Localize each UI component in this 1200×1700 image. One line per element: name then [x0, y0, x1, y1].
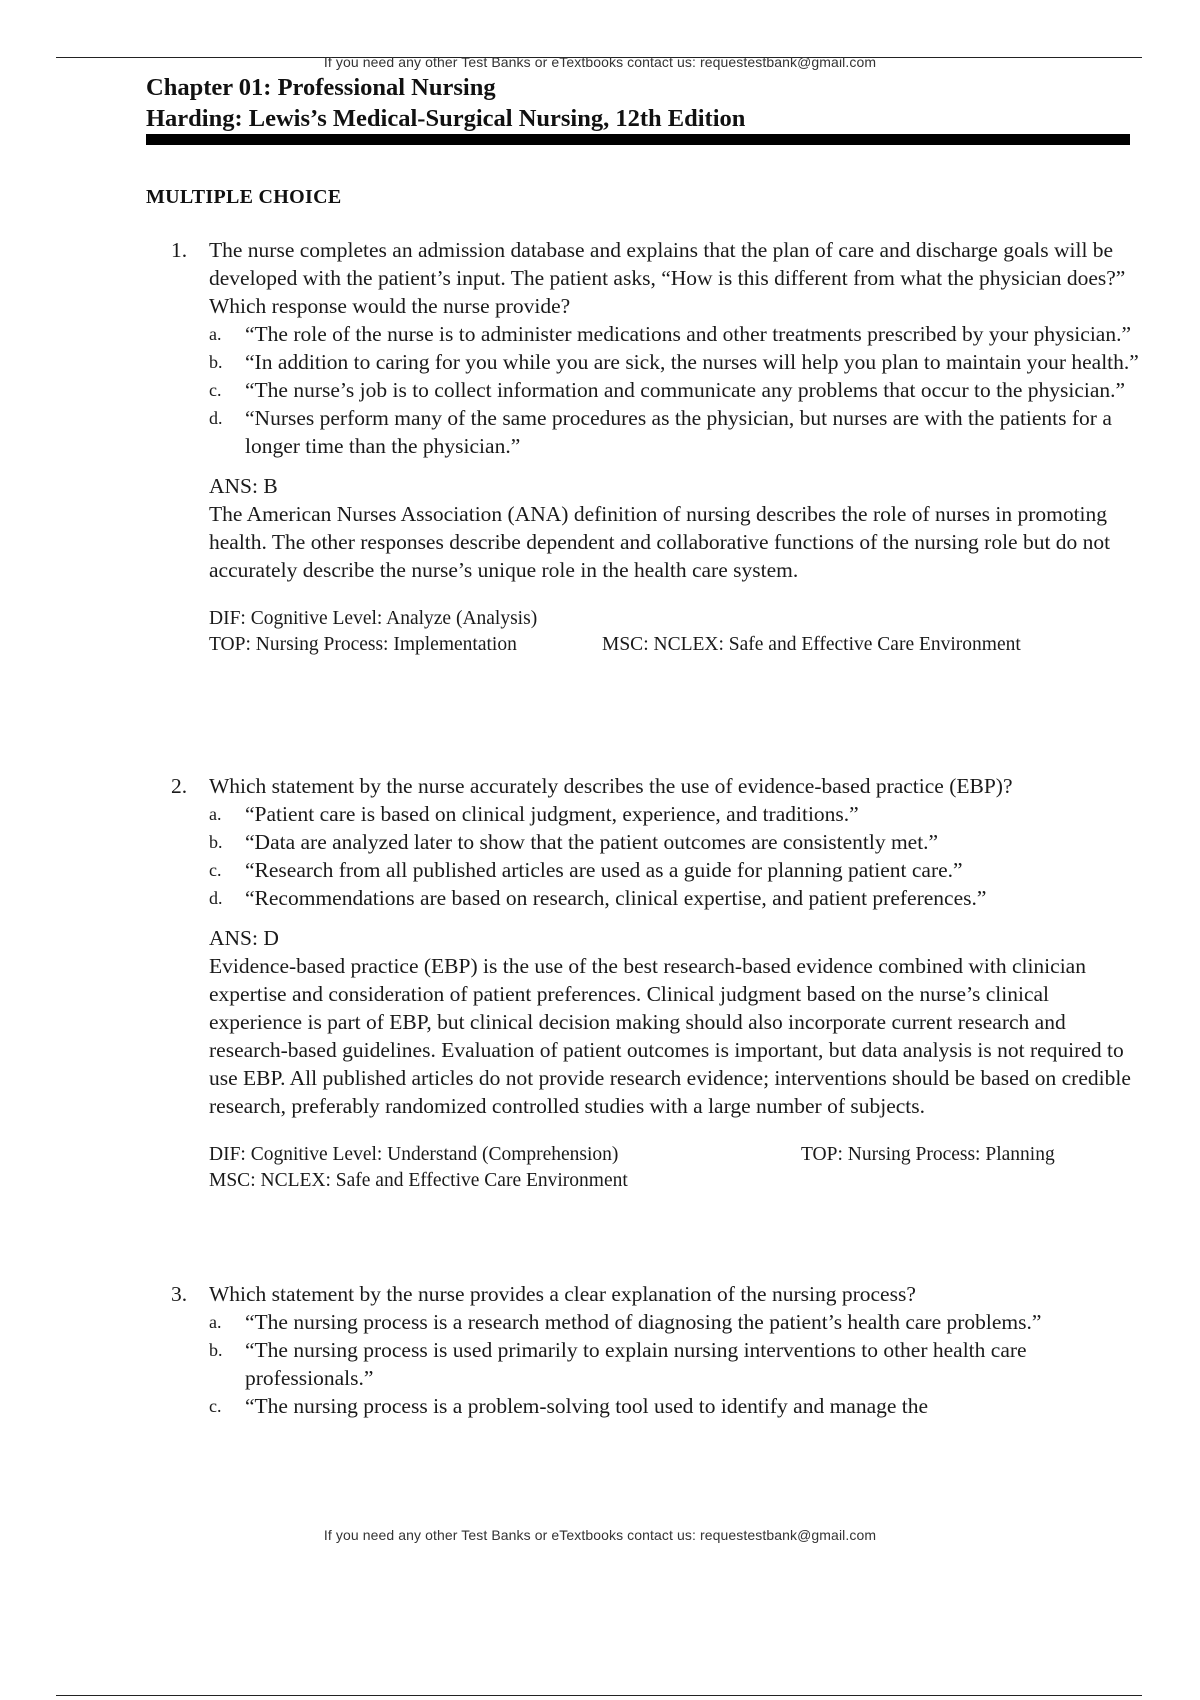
- book-title: Harding: Lewis’s Medical-Surgical Nursing, 12th Edition: [146, 105, 746, 132]
- question-text: Which statement by the nurse provides a clear explanation of the nursing process?: [209, 1282, 916, 1306]
- option-letter: d.: [209, 408, 223, 428]
- option-d: [146, 404, 1146, 460]
- answer-block: [146, 472, 1146, 584]
- question-stem: [146, 236, 1146, 320]
- header-rule: [146, 134, 1130, 145]
- option-letter: a.: [209, 324, 222, 344]
- section-heading: MULTIPLE CHOICE: [146, 186, 342, 208]
- difficulty-label: DIF: Cognitive Level: Understand (Comprehension): [209, 1144, 619, 1165]
- msc-label: MSC: NCLEX: Safe and Effective Care Environment: [209, 1170, 628, 1191]
- option-text: “The nursing process is a problem-solving tool used to identify and manage the: [245, 1394, 929, 1418]
- chapter-title: Chapter 01: Professional Nursing: [146, 74, 496, 101]
- option-text: “In addition to caring for you while you are sick, the nurses will help you plan to maintain your health.”: [245, 350, 1139, 374]
- option-text: “Patient care is based on clinical judgment, experience, and traditions.”: [245, 802, 859, 826]
- rationale: The American Nurses Association (ANA) definition of nursing describes the role of nurses in promoting health. The other responses describe dependent and collaborative functions of the nursing role but do not accurately describe the nurse’s unique role in the health care system.: [209, 502, 1111, 582]
- option-text: “The role of the nurse is to administer medications and other treatments prescribed by your physician.”: [245, 322, 1132, 346]
- question-2: [146, 772, 1146, 1194]
- question-text: Which statement by the nurse accurately describes the use of evidence-based practice (EBP)?: [209, 774, 1013, 798]
- option-a: [146, 320, 1146, 348]
- watermark-top: If you need any other Test Banks or eTextbooks contact us: requestestbank@gmail.com: [323, 55, 877, 70]
- bottom-rule: [56, 1695, 1142, 1696]
- option-text: “Research from all published articles are used as a guide for planning patient care.”: [245, 858, 963, 882]
- question-3: [146, 1280, 1146, 1420]
- msc-label: MSC: NCLEX: Safe and Effective Care Environment: [602, 634, 1021, 655]
- option-a: [146, 1308, 1146, 1336]
- option-letter: b.: [209, 832, 223, 852]
- option-c: [146, 376, 1146, 404]
- question-metadata: [146, 606, 1146, 658]
- option-list: [146, 800, 1146, 912]
- difficulty-label: DIF: Cognitive Level: Analyze (Analysis): [209, 608, 538, 629]
- question-metadata: [146, 1142, 1146, 1194]
- topic-label: TOP: Nursing Process: Implementation: [209, 634, 517, 655]
- option-letter: d.: [209, 888, 223, 908]
- option-letter: a.: [209, 804, 222, 824]
- question-1: [146, 236, 1146, 658]
- question-number: 3.: [171, 1282, 188, 1306]
- question-text: The nurse completes an admission database and explains that the plan of care and discharge goals will be developed with the patient’s input. The patient asks, “How is this different from what the physician does?” Which response would the nurse provide?: [209, 238, 1126, 318]
- topic-label: TOP: Nursing Process: Planning: [801, 1144, 1055, 1165]
- option-text: “The nursing process is a research method of diagnosing the patient’s health care problems.”: [245, 1310, 1042, 1334]
- option-b: [146, 1336, 1146, 1392]
- answer-key: ANS: B: [209, 474, 278, 498]
- question-stem: [146, 772, 1146, 800]
- document-header: [146, 72, 1136, 134]
- option-letter: a.: [209, 1312, 222, 1332]
- question-number: 1.: [171, 238, 188, 262]
- question-stem: [146, 1280, 1146, 1308]
- option-text: “Recommendations are based on research, clinical expertise, and patient preferences.”: [245, 886, 987, 910]
- answer-block: [146, 924, 1146, 1120]
- option-d: [146, 884, 1146, 912]
- answer-key: ANS: D: [209, 926, 279, 950]
- option-c: [146, 1392, 1146, 1420]
- option-text: “Nurses perform many of the same procedures as the physician, but nurses are with the patients for a longer time than the physician.”: [245, 406, 1112, 458]
- option-letter: c.: [209, 860, 222, 880]
- rationale: Evidence-based practice (EBP) is the use of the best research-based evidence combined with clinician expertise and consideration of patient preferences. Clinical judgment based on the nurse’s clinical experience is part of EBP, but clinical decision making should also incorporate current research and research-based guidelines. Evaluation of patient outcomes is important, but data analysis is not required to use EBP. All published articles do not provide research evidence; interventions should be based on credible research, preferably randomized controlled studies with a large number of subjects.: [209, 954, 1131, 1118]
- option-text: “The nurse’s job is to collect information and communicate any problems that occur to the physician.”: [245, 378, 1126, 402]
- watermark-bottom: If you need any other Test Banks or eTextbooks contact us: requestestbank@gmail.com: [323, 1527, 877, 1543]
- option-letter: c.: [209, 380, 222, 400]
- question-number: 2.: [171, 774, 188, 798]
- option-list: [146, 320, 1146, 460]
- option-c: [146, 856, 1146, 884]
- option-b: [146, 348, 1146, 376]
- option-letter: c.: [209, 1396, 222, 1416]
- option-a: [146, 800, 1146, 828]
- option-letter: b.: [209, 1340, 223, 1360]
- option-text: “Data are analyzed later to show that the patient outcomes are consistently met.”: [245, 830, 939, 854]
- option-letter: b.: [209, 352, 223, 372]
- option-b: [146, 828, 1146, 856]
- option-text: “The nursing process is used primarily to explain nursing interventions to other health care professionals.”: [245, 1338, 1027, 1390]
- option-list: [146, 1308, 1146, 1420]
